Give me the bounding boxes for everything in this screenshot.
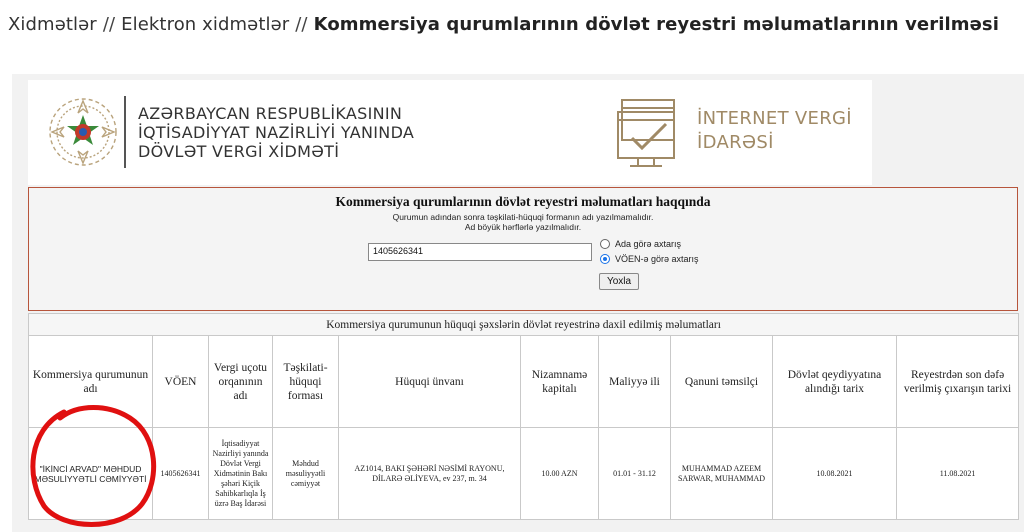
representative-cell: MUHAMMAD AZEEM SARWAR, MUHAMMAD [671, 428, 773, 520]
radio-search-by-name[interactable] [600, 239, 681, 249]
form-title: Kommersiya qurumlarının dövlət reyestri məlumatları haqqında [335, 194, 711, 209]
column-header: Qanuni təmsilçi [671, 336, 773, 428]
form-note: Qurumun adından sonra təşkilati-hüquqi formanın adı yazılmamalıdır. [392, 212, 654, 222]
ivi-title-line: İDARƏSİ [697, 132, 774, 153]
registry-search-form [28, 187, 1018, 311]
column-header: Maliyyə ili [599, 336, 671, 428]
breadcrumb [8, 14, 999, 35]
header-divider [124, 96, 126, 168]
voen-input[interactable]: 1405626341 [368, 243, 592, 261]
state-tax-service-emblem-icon [46, 95, 120, 169]
column-header: Hüquqi ünvanı [339, 336, 521, 428]
legal-form-cell: Məhdud məsuliyyətli cəmiyyət [273, 428, 339, 520]
last-extract-date-cell: 11.08.2021 [897, 428, 1019, 520]
voen-cell: 1405626341 [153, 428, 209, 520]
column-header: Nizamnamə kapitalı [521, 336, 599, 428]
capital-cell: 10.00 AZN [521, 428, 599, 520]
ministry-title-line: DÖVLƏT VERGİ XİDMƏTİ [138, 142, 340, 161]
breadcrumb-separator: // [102, 14, 116, 35]
ministry-title-line: İQTİSADİYYAT NAZİRLİYİ YANINDA [138, 123, 415, 142]
column-header: Təşkilati-hüquqi forması [273, 336, 339, 428]
column-header: Kommersiya qurumunun adı [29, 336, 153, 428]
column-header: Reyestrdən son dəfə verilmiş çıxarışın tarixi [897, 336, 1019, 428]
results-caption: Kommersiya qurumunun hüquqi şəxslərin dövlət reyestrinə daxil edilmiş məlumatları [29, 314, 1019, 336]
radio-label: Ada görə axtarış [615, 239, 682, 249]
table-header-row [29, 336, 1019, 428]
column-header: Vergi uçotu orqanının adı [209, 336, 273, 428]
radio-label: VÖEN-ə görə axtarış [615, 254, 699, 264]
radio-button[interactable] [600, 239, 610, 249]
ivi-title-line: İNTERNET VERGİ [697, 108, 852, 129]
fiscal-year-cell: 01.01 - 31.12 [599, 428, 671, 520]
column-header: VÖEN [153, 336, 209, 428]
table-row [29, 428, 1019, 520]
form-note: Ad böyük hərflərlə yazılmalıdır. [464, 222, 582, 232]
breadcrumb-current-page: Kommersiya qurumlarının dövlət reyestri məlumatlarının verilməsi [313, 14, 999, 35]
radio-search-by-voen[interactable] [600, 254, 699, 264]
company-name-cell: "İKİNCİ ARVAD" MƏHDUD MƏSULİYYƏTLİ CƏMİYYƏTİ [29, 428, 153, 520]
breadcrumb-separator: // [295, 14, 308, 35]
check-button[interactable]: Yoxla [599, 273, 639, 290]
registration-date-cell: 10.08.2021 [773, 428, 897, 520]
monitor-checkmark-icon [616, 98, 686, 170]
ministry-title [138, 104, 414, 161]
internet-tax-office-title [697, 107, 852, 155]
breadcrumb-link-electronic-services[interactable]: Elektron xidmətlər [121, 14, 290, 35]
column-header: Dövlət qeydiyyatına alındığı tarix [773, 336, 897, 428]
radio-button-selected[interactable] [600, 254, 610, 264]
registry-results-table [28, 313, 1019, 520]
address-cell: AZ1014, BAKI ŞƏHƏRİ NƏSİMİ RAYONU, DİLARƏ ƏLİYEVA, ev 237, m. 34 [339, 428, 521, 520]
breadcrumb-link-services[interactable]: Xidmətlər [8, 14, 97, 35]
tax-office-cell: İqtisadiyyat Nazirliyi yanında Dövlət Vergi Xidmətinin Bakı şəhəri Kiçik Sahibkarlıqla İş üzrə Baş İdarəsi [209, 428, 273, 520]
ministry-title-line: AZƏRBAYCAN RESPUBLİKASININ [138, 104, 403, 123]
